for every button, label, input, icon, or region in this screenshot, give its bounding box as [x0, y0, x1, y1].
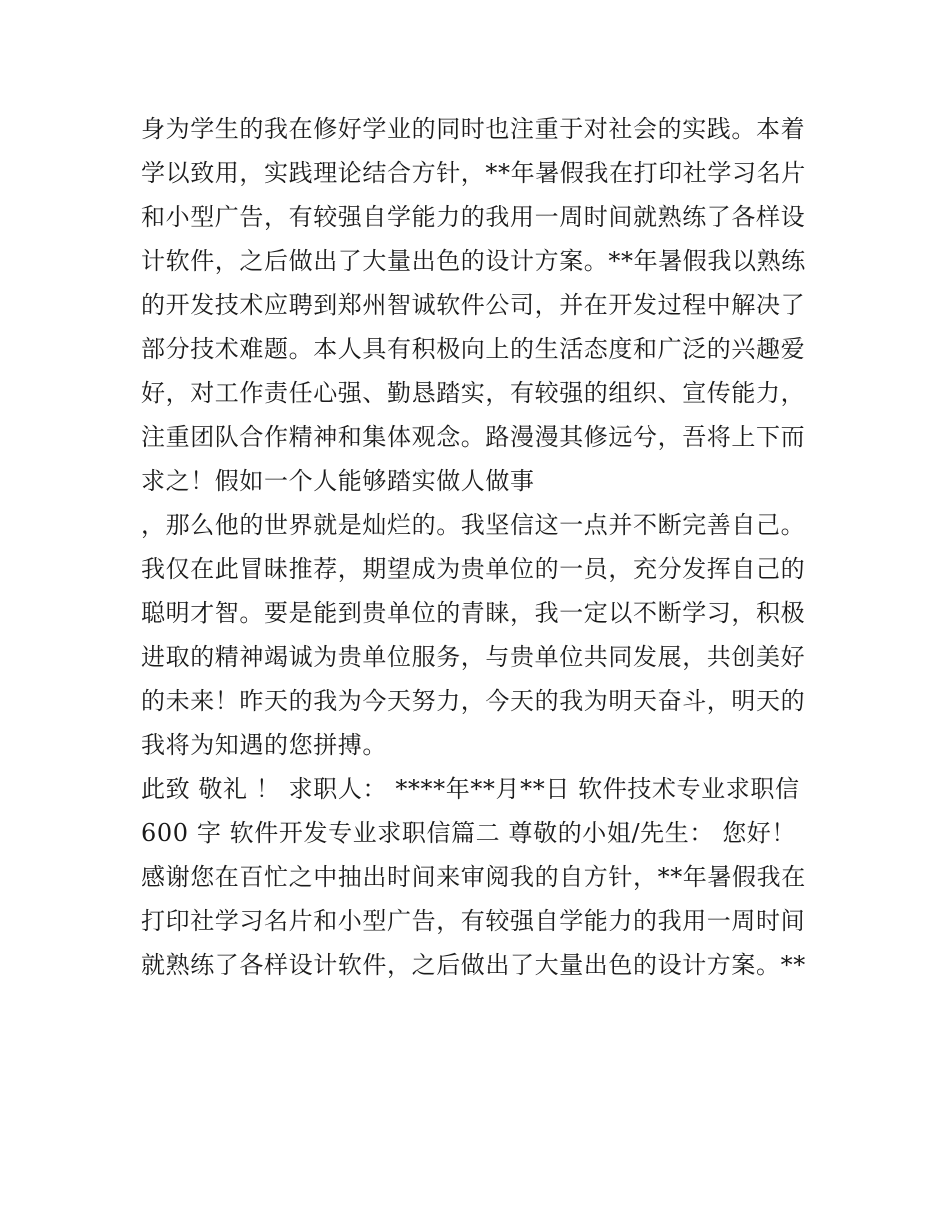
text-line: 好，对工作责任心强、勤恳踏实，有较强的组织、宣传能力，: [141, 379, 806, 407]
text-line: 部分技术难题。本人具有积极向上的生活态度和广泛的兴趣爱: [141, 335, 806, 363]
body-text: [141, 107, 821, 987]
text-line: 我将为知遇的您拼搏。: [141, 731, 387, 759]
text-line: 打印社学习名片和小型广告，有较强自学能力的我用一周时间: [141, 907, 806, 935]
text-line: 就熟练了各样设计软件，之后做出了大量出色的设计方案。**: [141, 951, 806, 979]
text-line: 学以致用，实践理论结合方针，**年暑假我在打印社学习名片: [141, 159, 806, 187]
text-line: 感谢您在百忙之中抽出时间来审阅我的自方针，**年暑假我在: [141, 863, 806, 891]
text-line: 求之！假如一个人能够踏实做人做事: [141, 467, 535, 495]
text-line: 的未来！昨天的我为今天努力，今天的我为明天奋斗，明天的: [141, 687, 806, 715]
text-line: 身为学生的我在修好学业的同时也注重于对社会的实践。本着: [141, 115, 806, 143]
text-line: 和小型广告，有较强自学能力的我用一周时间就熟练了各样设: [141, 203, 806, 231]
text-line: 的开发技术应聘到郑州智诚软件公司，并在开发过程中解决了: [141, 291, 806, 319]
text-line: ，那么他的世界就是灿烂的。我坚信这一点并不断完善自己。: [141, 511, 806, 539]
text-line: 进取的精神竭诚为贵单位服务，与贵单位共同发展，共创美好: [141, 643, 806, 671]
text-line: 聪明才智。要是能到贵单位的青睐，我一定以不断学习，积极: [141, 599, 806, 627]
text-line: 我仅在此冒昧推荐，期望成为贵单位的一员，充分发挥自己的: [141, 555, 806, 583]
text-line: 注重团队合作精神和集体观念。路漫漫其修远兮，吾将上下而: [141, 423, 806, 451]
text-line: 此致 敬礼 ！ 求职人： ****年**月**日 软件技术专业求职信: [141, 775, 800, 803]
text-line: 600 字 软件开发专业求职信篇二 尊敬的小姐/先生： 您好！: [141, 819, 797, 847]
text-line: 计软件，之后做出了大量出色的设计方案。**年暑假我以熟练: [141, 247, 806, 275]
